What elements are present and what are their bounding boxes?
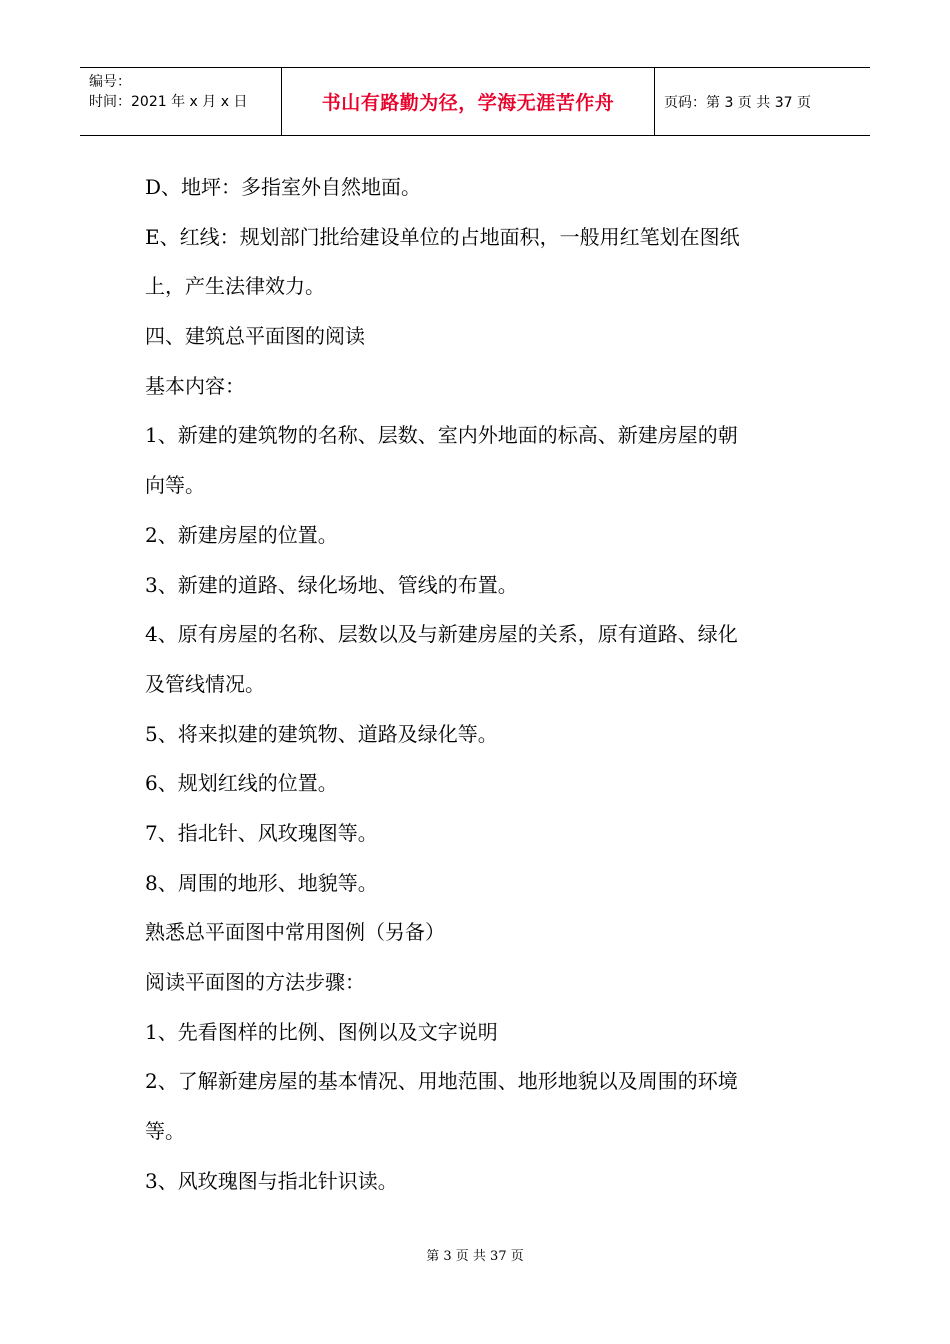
list-item: 6、规划红线的位置。	[145, 771, 338, 796]
text-line: 等。	[145, 1119, 185, 1144]
text-line: 基本内容：	[145, 373, 245, 398]
document-body	[145, 163, 825, 1206]
list-item: 2、新建房屋的位置。	[145, 522, 338, 547]
list-item: 8、周围的地形、地貌等。	[145, 870, 378, 895]
list-item: 3、风玫瑰图与指北针识读。	[145, 1168, 398, 1193]
header-motto: 书山有路勤为径，学海无涯苦作舟	[282, 68, 655, 135]
list-item: 7、指北针、风玫瑰图等。	[145, 820, 378, 845]
time-label: 时间：2021 年 x 月 x 日	[89, 94, 248, 110]
text-line: 向等。	[145, 473, 205, 498]
text-line: D、地坪：多指室外自然地面。	[145, 175, 422, 199]
list-item: 4、原有房屋的名称、层数以及与新建房屋的关系，原有道路、绿化	[145, 622, 738, 647]
list-item: 1、新建的建筑物的名称、层数、室内外地面的标高、新建房屋的朝	[145, 423, 738, 448]
list-item: 1、先看图样的比例、图例以及文字说明	[145, 1019, 498, 1044]
text-line: E、红线：规划部门批给建设单位的占地面积，一般用红笔划在图纸	[145, 224, 740, 249]
number-label: 编号：	[89, 74, 131, 90]
list-item: 2、了解新建房屋的基本情况、用地范围、地形地貌以及周围的环境	[145, 1069, 738, 1094]
list-item: 3、新建的道路、绿化场地、管线的布置。	[145, 572, 518, 597]
document-header	[80, 67, 870, 136]
header-page-info: 页码：第 3 页 共 37 页	[664, 94, 811, 111]
header-meta	[80, 68, 282, 135]
text-line: 阅读平面图的方法步骤：	[145, 970, 365, 994]
list-item: 5、将来拟建的建筑物、道路及绿化等。	[145, 721, 498, 746]
text-line: 上，产生法律效力。	[145, 274, 325, 299]
page-footer: 第 3 页 共 37 页	[426, 1249, 524, 1264]
section-heading: 四、建筑总平面图的阅读	[145, 324, 365, 349]
text-line: 及管线情况。	[145, 671, 265, 696]
text-line: 熟悉总平面图中常用图例（另备）	[145, 920, 445, 945]
